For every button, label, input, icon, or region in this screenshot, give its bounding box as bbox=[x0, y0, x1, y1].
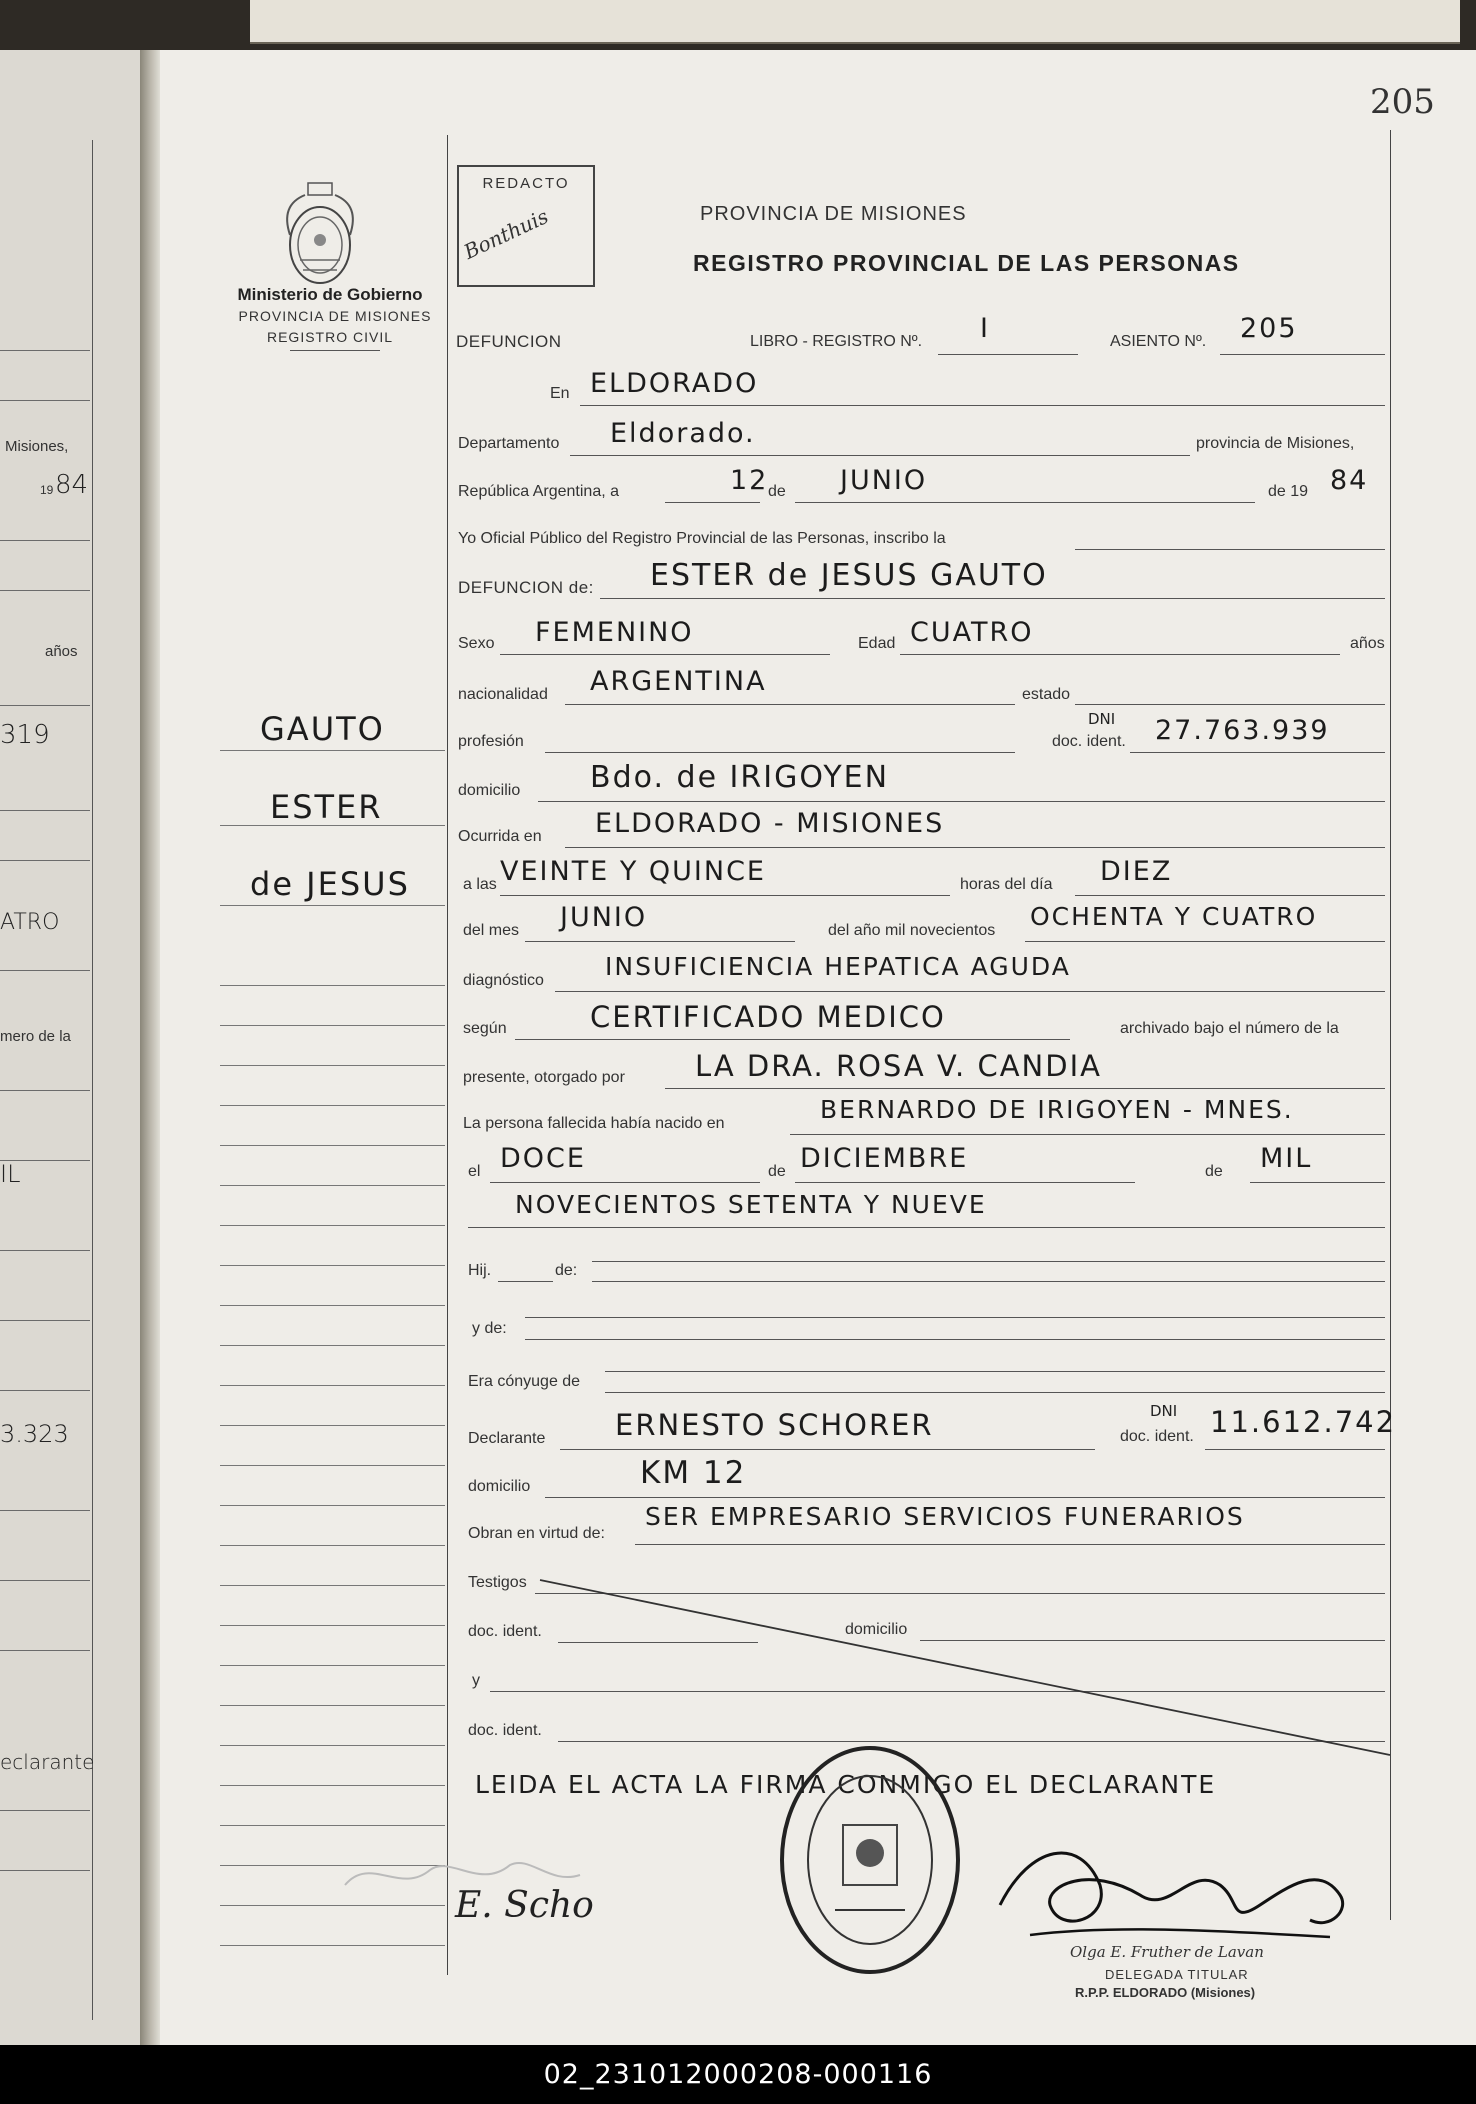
margin-line bbox=[220, 1225, 445, 1226]
margin-line bbox=[220, 1545, 445, 1546]
decl-domicilio-label: domicilio bbox=[468, 1478, 531, 1495]
yde-line-a bbox=[525, 1317, 1385, 1318]
rule bbox=[0, 590, 90, 591]
month-value: JUNIO bbox=[840, 465, 928, 496]
declarante-value: ERNESTO SCHORER bbox=[615, 1408, 934, 1442]
margin-line bbox=[220, 1905, 445, 1906]
margin-line bbox=[220, 825, 445, 826]
yde-line-b bbox=[525, 1339, 1385, 1340]
nacido-line bbox=[790, 1134, 1385, 1135]
diagnostico-label: diagnóstico bbox=[463, 972, 544, 989]
official-title: DELEGADA TITULAR bbox=[1105, 1967, 1249, 1982]
sexo-line bbox=[500, 654, 830, 655]
fragment-handwriting: 3.323 bbox=[0, 1420, 69, 1448]
official-name: Olga E. Fruther de Lavan bbox=[1070, 1943, 1264, 1961]
margin-line bbox=[220, 1465, 445, 1466]
ocurrida-line bbox=[565, 847, 1385, 848]
margin-line bbox=[220, 905, 445, 906]
month-line bbox=[795, 502, 1255, 503]
fragment-handwriting: 319 bbox=[0, 720, 50, 750]
margin-line bbox=[220, 985, 445, 986]
libro-value: I bbox=[980, 313, 990, 344]
margin-line bbox=[220, 1185, 445, 1186]
crossout-line bbox=[535, 1575, 1395, 1765]
departamento-line bbox=[570, 455, 1190, 456]
republica-label: República Argentina, a bbox=[458, 483, 619, 500]
rule bbox=[0, 810, 90, 811]
asiento-value: 205 bbox=[1240, 313, 1298, 344]
margin-line bbox=[220, 1665, 445, 1666]
ministry-title: Ministerio de Gobierno bbox=[237, 285, 423, 304]
decl-doc-line bbox=[1205, 1449, 1385, 1450]
obran-line bbox=[635, 1544, 1385, 1545]
profesion-label: profesión bbox=[458, 733, 524, 750]
rule bbox=[0, 860, 90, 861]
ocurrida-value: ELDORADO - MISIONES bbox=[595, 808, 945, 839]
margin-line bbox=[220, 1025, 445, 1026]
mes-value: JUNIO bbox=[560, 902, 648, 933]
fragment-handwriting: eclarante bbox=[0, 1750, 95, 1774]
rule bbox=[0, 1090, 90, 1091]
defuncion-de-label: DEFUNCION de: bbox=[458, 578, 594, 597]
nacionalidad-line bbox=[565, 704, 1015, 705]
sexo-value: FEMENINO bbox=[535, 617, 694, 648]
birth-year-line bbox=[468, 1227, 1385, 1228]
conyuge-line-a bbox=[605, 1371, 1385, 1372]
el-label: el bbox=[468, 1163, 481, 1180]
asiento-label: ASIENTO Nº. bbox=[1110, 333, 1207, 350]
rule bbox=[0, 1580, 90, 1581]
rule bbox=[0, 350, 90, 351]
birth-de2-label: de bbox=[1205, 1163, 1223, 1180]
margin-line bbox=[220, 1345, 445, 1346]
testigos-label: Testigos bbox=[468, 1574, 527, 1591]
alas-label: a las bbox=[463, 876, 497, 893]
oficial-line bbox=[1075, 549, 1385, 550]
presente-label: presente, otorgado por bbox=[463, 1069, 625, 1086]
declarante-label: Declarante bbox=[468, 1430, 546, 1447]
domicilio-line bbox=[538, 801, 1385, 802]
domicilio-value: Bdo. de IRIGOYEN bbox=[590, 760, 890, 795]
hij-de-line-a bbox=[592, 1261, 1385, 1262]
margin-line bbox=[220, 1785, 445, 1786]
rule bbox=[0, 540, 90, 541]
official-office: R.P.P. ELDORADO (Misiones) bbox=[1075, 1985, 1256, 2000]
segun-line bbox=[515, 1039, 1070, 1040]
decl-domicilio-line bbox=[545, 1497, 1385, 1498]
margin-first-name: ESTER bbox=[270, 788, 383, 826]
delmes-label: del mes bbox=[463, 922, 520, 939]
left-page-fragment bbox=[0, 50, 150, 2045]
stamp-text bbox=[780, 1750, 960, 1751]
rule bbox=[0, 1320, 90, 1321]
nacionalidad-value: ARGENTINA bbox=[590, 666, 767, 697]
decl-doc-value: 11.612.742 bbox=[1210, 1405, 1397, 1439]
margin-line bbox=[220, 1705, 445, 1706]
margin-surname: GAUTO bbox=[260, 710, 385, 748]
rule bbox=[0, 1810, 90, 1811]
margin-line bbox=[220, 1105, 445, 1106]
page-number: 205 bbox=[1370, 82, 1435, 122]
day-line bbox=[665, 502, 760, 503]
decl-doc-label: doc. ident. bbox=[1120, 1428, 1194, 1445]
doc-value: 27.763.939 bbox=[1155, 715, 1330, 746]
year-value: 84 bbox=[1330, 465, 1369, 496]
rule bbox=[0, 1250, 90, 1251]
testigo-dom-label: domicilio bbox=[845, 1621, 908, 1638]
diagnostico-line bbox=[555, 991, 1385, 992]
provincia-label: provincia de Misiones, bbox=[1196, 435, 1355, 452]
en-value: ELDORADO bbox=[590, 368, 759, 399]
left-page-rule bbox=[92, 140, 93, 2020]
margin-line bbox=[220, 1385, 445, 1386]
fragment-text: 19 bbox=[40, 483, 54, 497]
sexo-label: Sexo bbox=[458, 635, 495, 652]
rule bbox=[0, 970, 90, 971]
nacido-label: La persona fallecida había nacido en bbox=[463, 1115, 725, 1132]
ocurrida-label: Ocurrida en bbox=[458, 828, 542, 845]
diagnostico-value: INSUFICIENCIA HEPATICA AGUDA bbox=[605, 952, 1071, 981]
ministry-province: PROVINCIA DE MISIONES bbox=[238, 308, 432, 324]
nacionalidad-label: nacionalidad bbox=[458, 686, 548, 703]
ministry-registry: REGISTRO CIVIL bbox=[266, 329, 394, 345]
estado-line bbox=[1075, 704, 1385, 705]
libro-line bbox=[938, 354, 1078, 355]
departamento-value: Eldorado. bbox=[610, 418, 756, 449]
book-gutter bbox=[140, 50, 162, 2045]
margin-line bbox=[220, 750, 445, 751]
birth-mil: MIL bbox=[1260, 1143, 1313, 1174]
image-caption: 02_231012000208-000116 bbox=[0, 2045, 1476, 2104]
obran-label: Obran en virtud de: bbox=[468, 1525, 605, 1542]
nacido-value: BERNARDO DE IRIGOYEN - MNES. bbox=[820, 1095, 1294, 1124]
rule bbox=[0, 400, 90, 401]
declarante-line bbox=[560, 1449, 1095, 1450]
margin-line bbox=[220, 1625, 445, 1626]
birth-mil-line bbox=[1250, 1182, 1385, 1183]
birth-year-words: NOVECIENTOS SETENTA Y NUEVE bbox=[515, 1190, 987, 1219]
margin-line bbox=[220, 1425, 445, 1426]
alas-value: VEINTE Y QUINCE bbox=[500, 856, 766, 887]
conyuge-line-b bbox=[605, 1392, 1385, 1393]
en-line bbox=[580, 405, 1385, 406]
testigo-doc-label: doc. ident. bbox=[468, 1623, 542, 1640]
rule bbox=[0, 1870, 90, 1871]
oficial-text: Yo Oficial Público del Registro Provincial de las Personas, inscribo la bbox=[458, 530, 946, 547]
margin-line bbox=[220, 1065, 445, 1066]
hij-de-label: de: bbox=[555, 1262, 578, 1279]
en-label: En bbox=[550, 385, 570, 402]
decl-domicilio-value: KM 12 bbox=[640, 1455, 747, 1491]
fragment-handwriting: IL bbox=[0, 1160, 21, 1188]
rule bbox=[0, 1390, 90, 1391]
next-page-edge bbox=[250, 0, 1460, 44]
departamento-label: Departamento bbox=[458, 435, 560, 452]
ministry-underline bbox=[290, 350, 380, 351]
domicilio-label: domicilio bbox=[458, 782, 521, 799]
margin-line bbox=[220, 1265, 445, 1266]
presente-value: LA DRA. ROSA V. CANDIA bbox=[695, 1049, 1102, 1083]
decl-dni-mark: DNI bbox=[1150, 1402, 1178, 1420]
margin-line bbox=[220, 1505, 445, 1506]
register-page bbox=[160, 50, 1476, 2045]
dia-value: DIEZ bbox=[1100, 856, 1173, 887]
alas-line bbox=[500, 895, 950, 896]
registry-title: REGISTRO PROVINCIAL DE LAS PERSONAS bbox=[693, 250, 1240, 276]
year-label: de 19 bbox=[1268, 483, 1309, 500]
doc-dni-mark: DNI bbox=[1088, 710, 1116, 728]
day-value: 12 bbox=[730, 465, 769, 496]
margin-line bbox=[220, 1825, 445, 1826]
declarant-signature: E. Scho bbox=[455, 1885, 594, 1926]
official-stamp-icon bbox=[775, 1740, 965, 1980]
doc-ident-label: doc. ident. bbox=[1052, 733, 1126, 750]
margin-line bbox=[220, 1585, 445, 1586]
birth-de1-label: de bbox=[768, 1163, 786, 1180]
dia-line bbox=[1075, 895, 1385, 896]
presente-line bbox=[665, 1088, 1385, 1089]
fragment-text: Misiones, bbox=[5, 438, 69, 455]
deceased-name: ESTER de JESUS GAUTO bbox=[650, 558, 1048, 593]
ano-line bbox=[1025, 941, 1385, 942]
conyuge-label: Era cónyuge de bbox=[468, 1373, 581, 1390]
faint-signature bbox=[340, 1845, 590, 1905]
segun-label: según bbox=[463, 1020, 507, 1037]
birth-day: DOCE bbox=[500, 1143, 586, 1174]
testigo-doc2-label: doc. ident. bbox=[468, 1722, 542, 1739]
archivado-label: archivado bajo el número de la bbox=[1120, 1020, 1339, 1037]
asiento-line bbox=[1220, 354, 1385, 355]
birth-day-line bbox=[490, 1182, 760, 1183]
rule bbox=[0, 1510, 90, 1511]
margin-line bbox=[220, 1745, 445, 1746]
hij-de-line-b bbox=[592, 1281, 1385, 1282]
margin-rule bbox=[447, 135, 448, 1975]
anos-label: años bbox=[1350, 635, 1385, 652]
redacto-label: REDACTO bbox=[482, 175, 570, 192]
fragment-handwriting: 84 bbox=[55, 470, 89, 500]
edad-line bbox=[900, 654, 1340, 655]
ano-value: OCHENTA Y CUATRO bbox=[1030, 902, 1318, 931]
rule bbox=[0, 705, 90, 706]
rule bbox=[0, 1650, 90, 1651]
province-title: PROVINCIA DE MISIONES bbox=[700, 203, 967, 225]
hij-line bbox=[498, 1281, 553, 1282]
hij-label: Hij. bbox=[468, 1262, 492, 1279]
birth-month: DICIEMBRE bbox=[800, 1143, 969, 1174]
horas-label: horas del día bbox=[960, 876, 1053, 893]
fragment-handwriting: ATRO bbox=[0, 910, 60, 935]
fragment-text: mero de la bbox=[0, 1028, 71, 1045]
redacto-box bbox=[457, 165, 595, 287]
doc-line bbox=[1130, 752, 1385, 753]
birth-month-line bbox=[795, 1182, 1135, 1183]
estado-label: estado bbox=[1022, 686, 1071, 703]
delano-label: del año mil novecientos bbox=[828, 922, 996, 939]
y-label: y bbox=[472, 1672, 480, 1689]
margin-line bbox=[220, 1945, 445, 1946]
margin-line bbox=[220, 1145, 445, 1146]
segun-value: CERTIFICADO MEDICO bbox=[590, 1000, 946, 1034]
profesion-line bbox=[545, 752, 1015, 753]
deceased-line bbox=[600, 598, 1385, 599]
yde-label: y de: bbox=[472, 1320, 507, 1337]
closing-statement: LEIDA EL ACTA LA FIRMA CONMIGO EL DECLARANTE bbox=[475, 1770, 1217, 1799]
libro-label: LIBRO - REGISTRO Nº. bbox=[750, 333, 923, 350]
defuncion-header: DEFUNCION bbox=[456, 332, 562, 351]
obran-value: SER EMPRESARIO SERVICIOS FUNERARIOS bbox=[645, 1502, 1245, 1531]
margin-line bbox=[220, 1305, 445, 1306]
edad-label: Edad bbox=[858, 635, 896, 652]
margin-second-name: de JESUS bbox=[250, 865, 410, 903]
background-strip bbox=[0, 0, 1476, 50]
de-label: de bbox=[768, 483, 786, 500]
edad-value: CUATRO bbox=[910, 617, 1034, 648]
mes-line bbox=[525, 941, 795, 942]
redacto-signature: Bonthuis bbox=[460, 204, 552, 264]
fragment-text: años bbox=[45, 643, 78, 660]
